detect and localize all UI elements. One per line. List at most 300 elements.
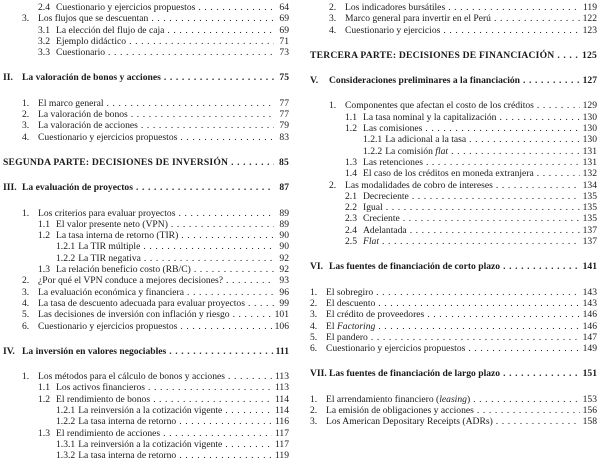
entry-page-number: 92 [279,264,289,276]
entry-number: 6. [310,343,318,355]
entry-page-number: 135 [582,190,597,202]
entry-title [38,298,245,309]
entry-number: 4. [329,24,337,36]
entry-title-text: La TIR múltiple [78,241,141,253]
toc-entry[interactable] [3,98,289,109]
entry-title-text: La inversión en valores negociables [22,345,167,357]
entry-page-number: 69 [279,13,289,25]
entry-title [363,123,422,134]
entry-number: 3.2 [38,35,50,47]
toc-entry[interactable] [3,416,289,427]
dot-leader [473,394,579,405]
dot-leader [178,208,274,219]
entry-title-text: La reinversión a la cotización vigente [78,438,223,450]
toc-entry[interactable] [310,2,597,13]
entry-page-number: 123 [582,24,597,36]
toc-entry[interactable] [310,213,597,224]
entry-title-text: Cuestionario [56,47,106,59]
toc-entry[interactable] [3,219,289,230]
entry-number: 2.1 [345,190,357,202]
toc-entry[interactable] [3,36,289,47]
entry-title [22,72,161,83]
entry-title [56,36,126,47]
toc-group [310,261,597,272]
entry-title [345,13,491,24]
entry-title-italic: Factoring [336,320,376,332]
entry-title-text: La elección del flujo de caja [56,24,165,36]
entry-page-number: 113 [274,371,289,383]
toc-entry[interactable] [3,439,289,450]
entry-title [56,230,178,241]
entry-title-text: El pandero [326,331,368,343]
toc-entry[interactable] [3,287,289,298]
entry-title-text: Las fuentes de financiación de largo plazo [329,368,501,380]
entry-number: 2. [310,297,318,309]
dot-leader [131,109,274,120]
dot-leader [180,132,274,143]
toc-chapter-heading[interactable] [310,261,597,272]
entry-number: II. [3,72,13,84]
toc-entry[interactable] [3,309,289,320]
toc-entry[interactable] [310,309,597,320]
entry-number: 2. [310,405,318,417]
entry-page-number: 75 [279,72,289,84]
entry-number: III. [3,182,17,194]
entry-page-number: 77 [279,109,289,121]
entry-title-text: El crédito de proveedores [326,309,425,321]
entry-title [56,47,105,58]
dot-leader [153,394,272,405]
toc-entry[interactable] [310,168,597,179]
entry-number: VII. [310,368,327,380]
toc-entry[interactable] [310,236,597,247]
entry-title [363,112,496,123]
toc-entry[interactable] [310,100,597,111]
entry-title-text: El marco general [38,97,104,109]
entry-title [326,309,424,320]
entry-title [329,75,520,86]
dot-leader [451,146,580,157]
entry-title-text: Las modalidades de cobro de intereses [345,179,493,191]
toc-entry[interactable] [310,180,597,191]
entry-number: 1. [22,371,30,383]
toc-chapter-heading[interactable] [310,75,597,86]
dot-leader [148,382,272,393]
entry-title-text: Cuestionario y ejercicios [345,24,441,36]
dot-leader [225,439,272,450]
entry-page-number: 77 [279,97,289,109]
entry-title [363,213,400,224]
dot-leader [181,230,274,241]
entry-number: 1.2.1 [363,134,383,146]
entry-title [345,100,534,111]
toc-part-heading[interactable] [310,50,597,61]
dot-leader [179,416,272,427]
entry-page-number: 127 [582,75,597,87]
dot-leader [194,264,274,275]
toc-chapter-heading[interactable] [310,368,597,379]
entry-title [345,180,493,191]
dot-leader [537,100,580,111]
entry-number: 3. [22,286,30,298]
entry-number: 3. [310,416,318,428]
entry-page-number: 113 [274,382,289,394]
toc-entry[interactable] [3,230,289,241]
entry-page-number: 141 [582,261,597,273]
dot-leader [163,428,272,439]
dot-leader [151,13,274,24]
entry-title-text: La tasa de descuento adecuada para evaluar proyectos [38,297,245,309]
entry-number: 1.2.1 [56,241,76,253]
entry-number: 1.3.2 [56,450,76,462]
toc-entry[interactable] [310,202,597,213]
toc-entry[interactable] [310,416,597,427]
entry-title-text: Decreciente [363,190,409,202]
entry-page-number: 69 [279,24,289,36]
toc-chapter-heading[interactable] [3,182,289,193]
toc-entry[interactable] [3,241,289,252]
entry-title-text: Creciente [363,213,400,225]
entry-number: 5. [310,331,318,343]
dot-leader [180,321,271,332]
toc-right-column [310,2,597,428]
entry-title-text: El sobregiro [326,286,374,298]
toc-entry[interactable] [310,287,597,298]
toc-entry[interactable] [310,298,597,309]
toc-entry[interactable] [310,13,597,24]
entry-title-text: Las retenciones [363,156,423,168]
dot-leader [248,298,274,309]
dot-leader [403,213,580,224]
toc-entry[interactable] [310,321,597,332]
entry-page-number: 147 [582,331,597,343]
toc-entry[interactable] [3,298,289,309]
entry-page-number: 90 [279,241,289,253]
toc-left-column [3,2,289,462]
entry-title-text: Consideraciones preliminares a la financiación [329,75,520,87]
dot-leader [198,2,274,13]
toc-group [3,98,289,143]
entry-page-number: 73 [279,47,289,59]
entry-title-text: Componentes que afectan el costo de los créditos [345,100,534,112]
entry-page-number: 132 [582,168,597,180]
dot-leader [499,112,579,123]
entry-title [326,416,493,427]
entry-title [38,287,184,298]
entry-title-text: Los criterios para evaluar proyectos [38,207,176,219]
entry-page-number: 87 [279,182,289,194]
entry-number: 1.2.1 [56,405,76,417]
toc-entry[interactable] [3,405,289,416]
toc-entry[interactable] [3,2,289,13]
toc-entry[interactable] [3,120,289,131]
entry-number: 2. [22,275,30,287]
entry-title [363,168,534,179]
toc-chapter-heading[interactable] [3,346,289,357]
entry-title [363,191,409,202]
entry-page-number: 135 [582,202,597,214]
entry-title-text: Cuestionario y ejercicios propuestos [38,131,178,143]
dot-leader [169,346,272,357]
dot-leader [378,298,579,309]
toc-group [3,208,289,332]
toc-chapter-heading[interactable] [3,72,289,83]
entry-page-number: 134 [582,179,597,191]
toc-entry[interactable] [310,25,597,36]
entry-page-number: 83 [279,131,289,143]
entry-page-number: 117 [274,427,289,439]
entry-page-number: 116 [274,416,289,428]
entry-number: 1.2.2 [363,145,383,157]
entry-page-number: 153 [582,393,597,405]
toc-entry[interactable] [310,157,597,168]
entry-title [38,275,223,286]
entry-title-text: Los indicadores bursátiles [345,2,446,13]
entry-number: IV. [3,345,15,357]
entry-page-number: 79 [279,120,289,132]
dot-leader [179,450,272,461]
entry-title-text: El rendimiento de acciones [56,427,161,439]
toc-entry[interactable] [310,394,597,405]
entry-title-text: Las decisiones de inversión con inflación y riesgo [38,309,230,321]
dot-leader [448,2,580,13]
entry-title-text: SEGUNDA PARTE: DECISIONES DE INVERSIÓN [3,156,229,168]
entry-title [38,13,148,24]
entry-title-text: La evaluación económica y financiera [38,286,184,298]
entry-page-number: 151 [582,368,597,380]
entry-title [385,134,466,145]
entry-title-text: El [326,320,337,332]
entry-page-number: 92 [279,252,289,264]
dot-leader [503,261,580,272]
toc-entry[interactable] [3,13,289,24]
dot-leader [427,309,579,320]
entry-title [38,309,230,320]
dot-leader [477,405,580,416]
entry-page-number: 93 [279,275,289,287]
entry-page-number: 64 [279,2,289,13]
toc-entry[interactable] [3,25,289,36]
entry-title [22,346,166,357]
entry-page-number: 137 [582,236,597,248]
toc-entry[interactable] [3,321,289,332]
entry-number: 2.5 [345,236,357,248]
toc-entry[interactable] [310,332,597,343]
entry-title [3,157,228,168]
entry-title-text: Las fuentes de financiación de corto plazo [329,261,501,273]
entry-number: 1.3 [38,427,50,439]
dot-leader [167,25,274,36]
entry-number: 2.4 [345,224,357,236]
dot-leader [557,50,579,61]
toc-part-heading[interactable] [3,157,289,168]
toc-entry[interactable] [310,191,597,202]
entry-title [78,450,176,461]
entry-title-text: Cuestionario y ejercicios propuestos [326,343,466,355]
entry-page-number: 158 [582,416,597,428]
toc-group [3,346,289,357]
entry-number: 3. [310,309,318,321]
toc-entry[interactable] [3,47,289,58]
entry-title-text: Los activos financieros [56,382,145,394]
entry-title-text: La adicional a la tasa [385,134,467,146]
entry-number: 1.1 [345,111,357,123]
entry-title [56,2,195,13]
dot-leader [228,371,272,382]
toc-entry[interactable] [3,450,289,461]
entry-title [326,321,375,332]
entry-title [363,225,407,236]
entry-number: 3. [22,120,30,132]
entry-title [326,343,465,354]
toc-entry[interactable] [310,146,597,157]
entry-title [385,146,448,157]
entry-title-text: La comisión [385,145,436,157]
entry-title [38,371,225,382]
dot-leader [187,287,274,298]
entry-number: 1.3.1 [56,438,76,450]
toc-entry[interactable] [310,134,597,145]
entry-title [38,132,177,143]
entry-page-number: 85 [279,156,289,168]
dot-leader [376,287,579,298]
entry-title-text: Cuestionario y ejercicios propuestos [56,2,196,13]
entry-page-number: 90 [279,230,289,242]
toc-group [310,394,597,428]
entry-title [329,368,500,379]
entry-number: 1.2.2 [56,252,76,264]
toc-entry[interactable] [3,428,289,439]
entry-title-text: La tasa interna de retorno [78,416,177,428]
dot-leader [225,405,272,416]
entry-title-text: Los American Depositary Receipts (ADRs) [326,416,493,428]
toc-group [310,75,597,86]
entry-number: 2. [329,2,337,13]
toc-entry[interactable] [3,253,289,264]
toc-entry[interactable] [3,394,289,405]
entry-number: 2. [22,109,30,121]
entry-title-italic: leasing [439,393,467,405]
entry-title [38,98,104,109]
dot-leader [537,168,580,179]
entry-page-number: 130 [582,134,597,146]
toc-group [310,2,597,36]
entry-title-text: El valor presente neto (VPN) [56,218,168,230]
entry-title [22,182,133,193]
toc-entry[interactable] [310,405,597,416]
entry-number: 3.3 [38,47,50,59]
toc-entry[interactable] [3,371,289,382]
entry-title [326,298,375,309]
entry-title-text: La tasa nominal y la capitalización [363,111,497,123]
entry-number: 1. [310,286,318,298]
toc-entry[interactable] [3,132,289,143]
entry-number: V. [310,75,319,87]
entry-number: 2. [329,179,337,191]
dot-leader [425,123,579,134]
toc-entry[interactable] [3,382,289,393]
entry-number: 3.1 [38,24,50,36]
entry-title [326,405,474,416]
entry-number: VI. [310,261,324,273]
entry-number: 1.2 [345,123,357,135]
entry-title-text: La reinversión a la cotización vigente [78,405,223,417]
dot-leader [503,368,580,379]
entry-title [78,241,140,252]
toc-entry[interactable] [3,208,289,219]
entry-number: 1. [22,207,30,219]
entry-title-text: El arrendamiento financiero ( [326,393,440,405]
entry-page-number: 146 [582,309,597,321]
entry-number: 1. [329,100,337,112]
entry-number: 1.2 [38,230,50,242]
entry-title-text: La relación beneficio costo (RB/C) [56,264,191,276]
toc-entry[interactable] [310,343,597,354]
entry-page-number: 131 [582,145,597,157]
toc-entry[interactable] [3,264,289,275]
dot-leader [523,75,580,86]
entry-title [363,236,379,247]
entry-number: 1.3 [38,264,50,276]
entry-title [326,332,368,343]
entry-number: 1.1 [38,382,50,394]
toc-entry[interactable] [310,123,597,134]
entry-title-text: La valoración de bonos [38,109,128,121]
dot-leader [226,275,274,286]
entry-title-text: Los flujos que se descuentan [38,13,149,25]
entry-page-number: 96 [279,286,289,298]
entry-title [56,264,191,275]
entry-title-text: La TIR negativa [78,252,141,264]
entry-title [78,416,176,427]
entry-title-text: Marco general para invertir en el Perú [345,13,491,25]
entry-page-number: 71 [279,35,289,47]
toc-entry[interactable] [3,275,289,286]
entry-page-number: 149 [582,343,597,355]
entry-page-number: 99 [279,297,289,309]
entry-title [56,394,150,405]
toc-entry[interactable] [310,112,597,123]
entry-number: 4. [310,320,318,332]
entry-number: 1.3 [345,156,357,168]
toc-entry[interactable] [310,225,597,236]
entry-page-number: 135 [582,213,597,225]
entry-page-number: 119 [274,450,289,462]
dot-leader [107,98,274,109]
entry-page-number: 146 [582,320,597,332]
entry-title [38,321,177,332]
entry-title [56,428,160,439]
toc-group [3,72,289,83]
entry-number: 3. [329,13,337,25]
entry-title-text: La valoración de bonos y acciones [22,72,161,84]
toc-entry[interactable] [3,109,289,120]
entry-page-number: 129 [582,100,597,112]
entry-title [56,382,145,393]
dot-leader [494,13,580,24]
entry-page-number: 143 [582,297,597,309]
entry-title [56,219,168,230]
entry-title [326,287,373,298]
entry-page-number: 130 [582,123,597,135]
entry-number: 1.1 [38,218,50,230]
entry-title-text: La emisión de obligaciones y acciones [326,405,474,417]
toc-group [3,157,289,168]
entry-page-number: 89 [279,207,289,219]
entry-title-text: TERCERA PARTE: DECISIONES DE FINANCIACIÓN [310,49,555,61]
entry-page-number: 122 [582,13,597,25]
toc-group [310,100,597,247]
